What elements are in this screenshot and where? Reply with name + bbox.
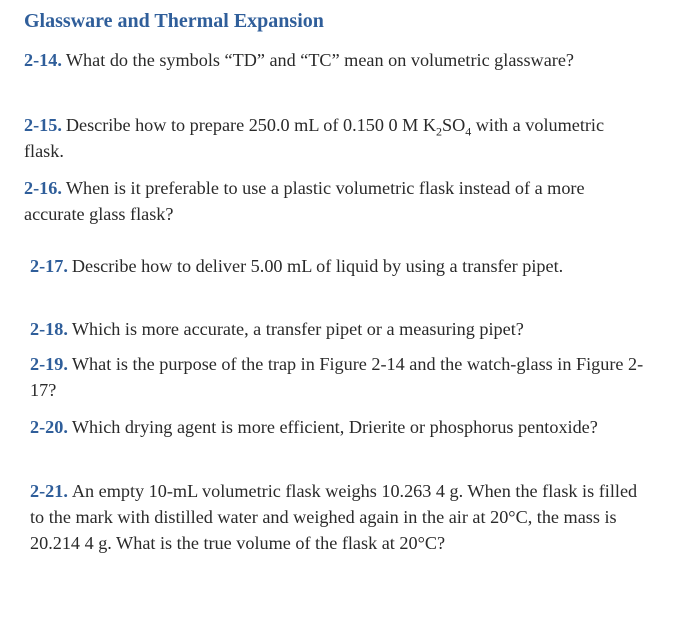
problem-text: What do the symbols “TD” and “TC” mean on volumetric glassware?: [65, 50, 574, 70]
problem-text: When is it preferable to use a plastic volumetric flask instead of a more accurate glass flask?: [24, 178, 585, 224]
problem-number: 2-15.: [24, 115, 62, 135]
problem-2-20: [30, 414, 652, 440]
problem-2-16: [24, 175, 646, 227]
problem-text: Describe how to deliver 5.00 mL of liquid by using a transfer pipet.: [71, 256, 564, 276]
problem-text: with a volumetric flask.: [24, 115, 605, 161]
problem-2-18: [30, 316, 660, 342]
problem-text: Describe how to prepare 250.0 mL of 0.150 0 M K: [65, 115, 436, 135]
problem-number: 2-14.: [24, 50, 62, 70]
problem-number: 2-16.: [24, 178, 62, 198]
problem-text: SO: [441, 115, 466, 135]
problem-number: 2-18.: [30, 319, 68, 339]
problem-number: 2-20.: [30, 417, 68, 437]
problem-text: Which is more accurate, a transfer pipet or a measuring pipet?: [71, 319, 524, 339]
subscript: 4: [465, 124, 472, 139]
section-heading: Glassware and Thermal Expansion: [24, 10, 324, 32]
problem-2-14: [24, 47, 646, 73]
problem-text: What is the purpose of the trap in Figure 2-14 and the watch-glass in Figure 2-17?: [30, 354, 644, 400]
problem-text: Which drying agent is more efficient, Drierite or phosphorus pentoxide?: [71, 417, 598, 437]
problem-2-15: [24, 112, 646, 164]
problem-text: An empty 10-mL volumetric flask weighs 10.263 4 g. When the flask is filled to the mark with distilled water and weighed again in the air at 20°C, the mass is 20.214 4 g. What is the true volume of the flask at 20°C?: [30, 481, 638, 553]
problem-number: 2-19.: [30, 354, 68, 374]
problem-2-21: [30, 478, 652, 556]
problem-2-17: [30, 253, 652, 279]
problem-number: 2-21.: [30, 481, 68, 501]
subscript: 2: [435, 124, 442, 139]
problem-2-19: [30, 351, 652, 403]
problem-number: 2-17.: [30, 256, 68, 276]
